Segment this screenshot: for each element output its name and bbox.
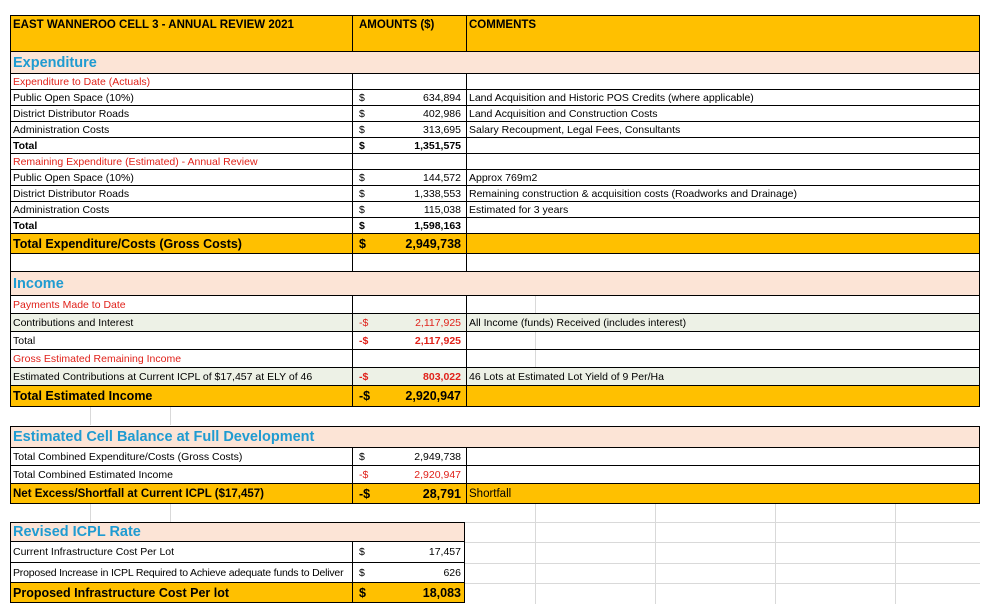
actuals-label-row bbox=[10, 74, 980, 90]
row-label: Total Combined Estimated Income bbox=[13, 468, 173, 481]
payments-total-row bbox=[10, 332, 980, 350]
currency-symbol: $ bbox=[359, 566, 365, 579]
gridline bbox=[170, 407, 171, 425]
amount-value: 626 bbox=[443, 566, 461, 579]
comment-text: Land Acquisition and Construction Costs bbox=[466, 106, 981, 121]
amount-value: 2,117,925 bbox=[414, 334, 461, 347]
row-label: Contributions and Interest bbox=[13, 316, 134, 329]
amount-value: 1,338,553 bbox=[414, 187, 461, 200]
row-label: District Distributor Roads bbox=[13, 187, 130, 200]
spacer-row bbox=[10, 254, 980, 272]
row-label: Total Combined Expenditure/Costs (Gross Costs) bbox=[13, 450, 243, 463]
row-label: Proposed Infrastructure Cost Per lot bbox=[13, 585, 230, 600]
amount-value: 803,022 bbox=[423, 370, 461, 383]
currency-symbol: $ bbox=[359, 107, 365, 120]
table-row bbox=[10, 563, 465, 583]
currency-symbol: $ bbox=[359, 546, 365, 558]
row-label: Public Open Space (10%) bbox=[13, 171, 134, 184]
row-label: Current Infrastructure Cost Per Lot bbox=[13, 546, 175, 558]
currency-symbol: $ bbox=[359, 123, 365, 136]
expenditure-section-title: Expenditure bbox=[13, 54, 97, 71]
amount-value: 144,572 bbox=[423, 171, 461, 184]
payments-label: Payments Made to Date bbox=[13, 298, 126, 311]
gridline bbox=[465, 563, 980, 564]
currency-symbol: $ bbox=[359, 171, 365, 184]
currency-symbol: $ bbox=[359, 203, 365, 216]
comment-text: Estimated for 3 years bbox=[466, 202, 981, 217]
sheet-title: EAST WANNEROO CELL 3 - ANNUAL REVIEW 2021 bbox=[13, 19, 294, 31]
currency-symbol: -$ bbox=[359, 370, 369, 383]
table-row bbox=[10, 122, 980, 138]
gridline bbox=[90, 407, 91, 425]
row-label: Total Estimated Income bbox=[13, 389, 153, 403]
currency-symbol: -$ bbox=[359, 486, 371, 501]
table-row bbox=[10, 448, 980, 466]
currency-symbol: $ bbox=[359, 139, 365, 152]
table-row bbox=[10, 106, 980, 122]
income-grand-total-row bbox=[10, 386, 980, 407]
currency-symbol: -$ bbox=[359, 334, 369, 347]
icpl-section-title: Revised ICPL Rate bbox=[13, 524, 141, 540]
comment-text: Land Acquisition and Historic POS Credits (where applicable) bbox=[466, 90, 981, 105]
net-shortfall-row bbox=[10, 484, 980, 504]
remaining-income-label-row bbox=[10, 350, 980, 368]
remaining-label: Remaining Expenditure (Estimated) - Annual Review bbox=[13, 155, 258, 168]
amount-value: 1,351,575 bbox=[414, 139, 461, 152]
row-label: Proposed Increase in ICPL Required to Achieve adequate funds to Deliver bbox=[13, 566, 344, 579]
income-section-title: Income bbox=[13, 275, 64, 292]
row-label: Total bbox=[13, 334, 36, 347]
income-section-row bbox=[10, 272, 980, 296]
expenditure-grand-total-row bbox=[10, 234, 980, 254]
gridline bbox=[465, 522, 980, 523]
amount-value: 2,920,947 bbox=[414, 468, 461, 481]
comment-text: Approx 769m2 bbox=[466, 170, 981, 185]
table-row bbox=[10, 314, 980, 332]
row-label: Total Expenditure/Costs (Gross Costs) bbox=[13, 236, 242, 251]
currency-symbol: $ bbox=[359, 219, 365, 232]
comment-text: Shortfall bbox=[466, 484, 981, 503]
amount-value: 634,894 bbox=[423, 91, 461, 104]
gridline bbox=[465, 542, 980, 543]
table-row bbox=[10, 368, 980, 386]
amounts-header: AMOUNTS ($) bbox=[352, 16, 466, 51]
amount-value: 18,083 bbox=[422, 585, 461, 600]
row-label: Administration Costs bbox=[13, 203, 110, 216]
table-row bbox=[10, 90, 980, 106]
row-label: Administration Costs bbox=[13, 123, 110, 136]
currency-symbol: -$ bbox=[359, 316, 369, 329]
remaining-income-label: Gross Estimated Remaining Income bbox=[13, 352, 182, 365]
amount-value: 17,457 bbox=[428, 546, 461, 558]
table-row bbox=[10, 542, 465, 563]
row-label: Total bbox=[13, 219, 38, 232]
amount-value: 313,695 bbox=[423, 123, 461, 136]
actuals-total-row bbox=[10, 138, 980, 154]
comment-text: All Income (funds) Received (includes interest) bbox=[466, 314, 981, 331]
gridline bbox=[170, 504, 171, 522]
amount-value: 2,117,925 bbox=[415, 316, 461, 329]
gridline bbox=[655, 504, 656, 604]
currency-symbol: $ bbox=[359, 91, 365, 104]
amount-value: 402,986 bbox=[423, 107, 461, 120]
expenditure-section-row bbox=[10, 52, 980, 74]
table-row bbox=[10, 170, 980, 186]
currency-symbol: -$ bbox=[359, 468, 369, 481]
row-label: Public Open Space (10%) bbox=[13, 91, 134, 104]
comment-text: 46 Lots at Estimated Lot Yield of 9 Per/Ha bbox=[466, 368, 981, 385]
amount-value: 1,598,163 bbox=[414, 219, 461, 232]
row-label: District Distributor Roads bbox=[13, 107, 130, 120]
gridline bbox=[895, 504, 896, 604]
balance-section-row bbox=[10, 426, 980, 448]
proposed-icpl-row bbox=[10, 583, 465, 603]
balance-section-title: Estimated Cell Balance at Full Development bbox=[13, 429, 315, 445]
currency-symbol: $ bbox=[359, 450, 365, 463]
currency-symbol: -$ bbox=[359, 389, 371, 403]
comments-header: COMMENTS bbox=[466, 16, 981, 51]
table-row bbox=[10, 186, 980, 202]
actuals-label: Expenditure to Date (Actuals) bbox=[13, 75, 151, 88]
row-label: Total bbox=[13, 139, 38, 152]
currency-symbol: $ bbox=[359, 236, 366, 251]
row-label: Estimated Contributions at Current ICPL of $17,457 at ELY of 46 bbox=[13, 370, 313, 383]
remaining-total-row bbox=[10, 218, 980, 234]
currency-symbol: $ bbox=[359, 187, 365, 200]
gridline bbox=[535, 504, 536, 604]
amount-value: 2,920,947 bbox=[405, 389, 461, 403]
payments-label-row bbox=[10, 296, 980, 314]
amount-value: 115,038 bbox=[423, 203, 461, 216]
remaining-label-row bbox=[10, 154, 980, 170]
gridline bbox=[775, 504, 776, 604]
header-row bbox=[10, 15, 980, 52]
table-row bbox=[10, 466, 980, 484]
row-label: Net Excess/Shortfall at Current ICPL ($17,457) bbox=[13, 487, 264, 500]
gridline bbox=[465, 583, 980, 584]
comment-text: Remaining construction & acquisition costs (Roadworks and Drainage) bbox=[466, 186, 981, 201]
currency-symbol: $ bbox=[359, 585, 366, 600]
table-row bbox=[10, 202, 980, 218]
icpl-section-row bbox=[10, 522, 465, 542]
amount-value: 28,791 bbox=[422, 486, 461, 501]
gridline bbox=[90, 504, 91, 522]
amount-value: 2,949,738 bbox=[405, 236, 461, 251]
comment-text: Salary Recoupment, Legal Fees, Consultants bbox=[466, 122, 981, 137]
amount-value: 2,949,738 bbox=[414, 450, 461, 463]
